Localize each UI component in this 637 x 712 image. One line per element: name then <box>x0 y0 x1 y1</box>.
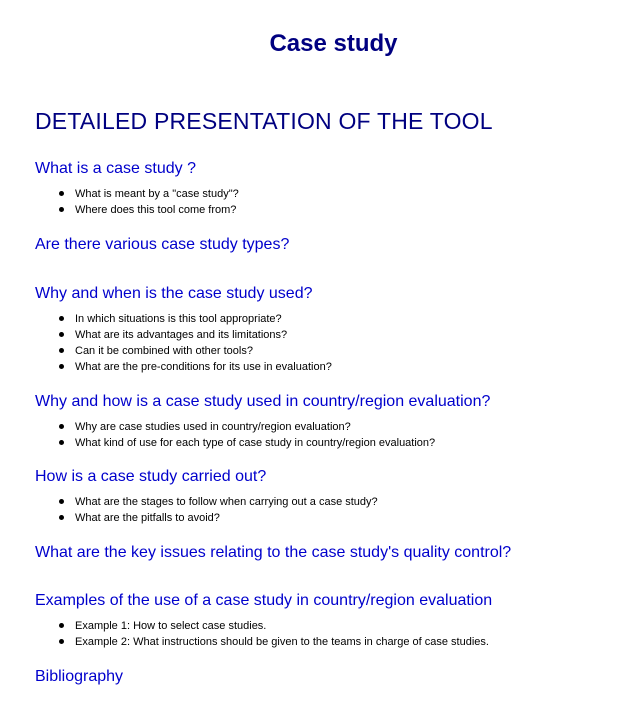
bullet-icon <box>59 191 64 196</box>
bullet-icon <box>59 440 64 445</box>
section-link-why-when[interactable]: Why and when is the case study used? <box>35 285 313 302</box>
section-what-is <box>35 159 630 218</box>
list-item <box>35 435 630 451</box>
list-item-text: What are its advantages and its limitations? <box>75 329 288 341</box>
list-item <box>35 186 630 202</box>
list-item-text: Can it be combined with other tools? <box>75 345 253 357</box>
list-item-text: Why are case studies used in country/region evaluation? <box>75 421 351 433</box>
list-item <box>35 311 630 327</box>
section-quality-control <box>35 543 630 563</box>
bullet-icon <box>59 499 64 504</box>
list-item-text: What kind of use for each type of case study in country/region evaluation? <box>75 437 436 449</box>
list-item <box>35 419 630 435</box>
section-how-carried-out <box>35 467 630 526</box>
bullet-icon <box>59 316 64 321</box>
bullet-icon <box>59 207 64 212</box>
list-item-text: What are the stages to follow when carrying out a case study? <box>75 496 378 508</box>
section-link-why-how-country[interactable]: Why and how is a case study used in country/region evaluation? <box>35 393 491 410</box>
list-item-text: What are the pre-conditions for its use in evaluation? <box>75 361 332 373</box>
section-link-how-carried-out[interactable]: How is a case study carried out? <box>35 468 267 485</box>
section-examples <box>35 591 630 650</box>
section-why-how-country <box>35 392 630 451</box>
list-item <box>35 618 630 634</box>
main-heading: DETAILED PRESENTATION OF THE TOOL <box>35 108 493 134</box>
list-item-text: What is meant by a "case study"? <box>75 188 239 200</box>
bullet-icon <box>59 424 64 429</box>
bullet-icon <box>59 364 64 369</box>
list-item-text: Where does this tool come from? <box>75 204 237 216</box>
page-title: Case study <box>269 30 398 57</box>
list-item-text: Example 2: What instructions should be given to the teams in charge of case studies. <box>75 636 489 648</box>
section-types <box>35 235 630 255</box>
bullet-list <box>35 186 630 218</box>
bullet-icon <box>59 515 64 520</box>
bullet-list <box>35 494 630 526</box>
section-bibliography <box>35 667 630 687</box>
bullet-icon <box>59 332 64 337</box>
list-item <box>35 494 630 510</box>
bullet-icon <box>59 348 64 353</box>
list-item <box>35 510 630 526</box>
list-item-text: In which situations is this tool appropriate? <box>75 313 282 325</box>
list-item-text: What are the pitfalls to avoid? <box>75 512 220 524</box>
section-link-examples[interactable]: Examples of the use of a case study in country/region evaluation <box>35 592 493 609</box>
list-item <box>35 202 630 218</box>
section-link-quality-control[interactable]: What are the key issues relating to the case study's quality control? <box>35 544 512 561</box>
list-item <box>35 634 630 650</box>
list-item <box>35 327 630 343</box>
section-link-bibliography[interactable]: Bibliography <box>35 668 124 685</box>
bullet-list <box>35 618 630 650</box>
bullet-list <box>35 419 630 451</box>
list-item-text: Example 1: How to select case studies. <box>75 620 267 632</box>
section-link-what-is[interactable]: What is a case study ? <box>35 160 196 177</box>
bullet-list <box>35 311 630 375</box>
bullet-icon <box>59 639 64 644</box>
section-link-types[interactable]: Are there various case study types? <box>35 236 290 253</box>
bullet-icon <box>59 623 64 628</box>
section-why-when <box>35 284 630 375</box>
list-item <box>35 359 630 375</box>
list-item <box>35 343 630 359</box>
